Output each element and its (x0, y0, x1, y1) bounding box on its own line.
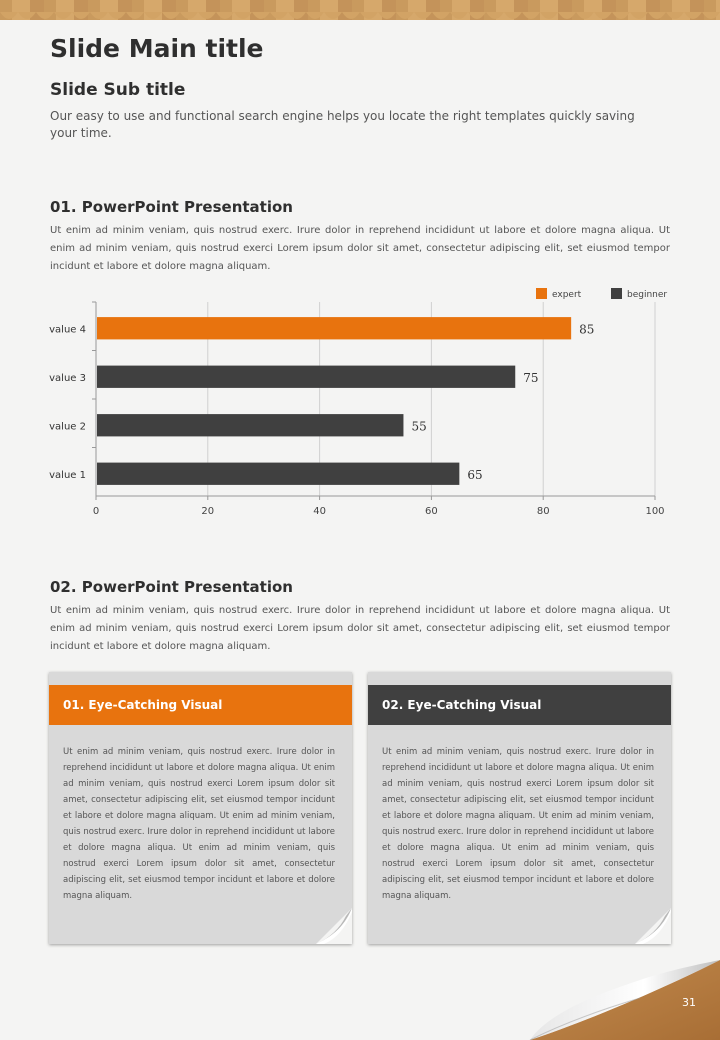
x-tick-label: 80 (536, 506, 550, 517)
category-label: value 4 (49, 324, 86, 336)
bar-value-3 (97, 366, 515, 388)
x-tick-label: 40 (313, 506, 326, 517)
legend-swatch-expert (536, 288, 547, 299)
bar-chart (40, 280, 680, 520)
card-1-title: 01. Eye-Catching Visual (49, 685, 352, 725)
scalloped-edge (0, 12, 720, 26)
data-label: 85 (579, 322, 595, 337)
legend-label-beginner: beginner (627, 290, 668, 300)
page-title: Slide Main title (50, 34, 264, 63)
section1-text: Ut enim ad minim veniam, quis nostrud exerc. Irure dolor in reprehend incididunt ut labore et dolore magna aliqua. Ut enim ad minim veniam, quis nostrud exerci Lorem ipsum dolor sit amet, consectetur adipiscing elit, set eiusmod tempor incidunt et labore et dolore magna aliquam. (50, 225, 670, 272)
legend-label-expert: expert (552, 290, 582, 300)
page-corner-curl (470, 930, 720, 1040)
category-label: value 2 (49, 421, 86, 433)
page-number: 31 (682, 996, 696, 1009)
category-label: value 1 (49, 469, 86, 481)
card-2-text: Ut enim ad minim veniam, quis nostrud exerc. Irure dolor in reprehend incididunt ut labore et dolore magna aliqua. Ut enim ad minim veniam, quis nostrud exerci Lorem ipsum dolor sit amet, consectetur adipiscing elit, set eiusmod tempor incidunt et labore et dolore magna aliquam. Ut enim ad minim veniam, quis nostrud exerc. Irure dolor in reprehend incididunt ut labore et dolore magna aliqua. Ut enim ad minim veniam, quis nostrud exerci Lorem ipsum dolor sit amet, consectetur adipiscing elit, set eiusmod tempor incidunt et labore et dolore magna aliquam. (382, 747, 654, 901)
intro-text: Our easy to use and functional search engine helps you locate the right templates quickly saving your time. (50, 109, 635, 140)
card-2 (368, 672, 671, 944)
card-1 (49, 672, 352, 944)
data-label: 55 (411, 419, 427, 434)
section1-heading: 01. PowerPoint Presentation (50, 198, 293, 216)
category-label: value 3 (49, 372, 86, 384)
bar-value-1 (97, 463, 459, 485)
card-1-text: Ut enim ad minim veniam, quis nostrud exerc. Irure dolor in reprehend incididunt ut labore et dolore magna aliqua. Ut enim ad minim veniam, quis nostrud exerci Lorem ipsum dolor sit amet, consectetur adipiscing elit, set eiusmod tempor incidunt et labore et dolore magna aliquam. Ut enim ad minim veniam, quis nostrud exerc. Irure dolor in reprehend incididunt ut labore et dolore magna aliqua. Ut enim ad minim veniam, quis nostrud exerci Lorem ipsum dolor sit amet, consectetur adipiscing elit, set eiusmod tempor incidunt et labore et dolore magna aliquam. (63, 747, 335, 901)
data-label: 65 (467, 467, 483, 482)
data-label: 75 (523, 370, 539, 385)
x-tick-label: 20 (201, 506, 215, 517)
page-curl-icon (316, 908, 352, 944)
x-tick-label: 100 (645, 506, 665, 517)
legend-swatch-beginner (611, 288, 622, 299)
page-subtitle: Slide Sub title (50, 80, 186, 100)
card-2-title: 02. Eye-Catching Visual (368, 685, 671, 725)
bar-value-2 (97, 414, 403, 436)
bar-value-4 (97, 317, 571, 339)
x-tick-label: 60 (425, 506, 438, 517)
x-tick-label: 0 (92, 506, 100, 517)
section2-heading: 02. PowerPoint Presentation (50, 578, 293, 596)
section2-text: Ut enim ad minim veniam, quis nostrud exerc. Irure dolor in reprehend incididunt ut labore et dolore magna aliqua. Ut enim ad minim veniam, quis nostrud exerci Lorem ipsum dolor sit amet, consectetur adipiscing elit, set eiusmod tempor incidunt et labore et dolore magna aliquam. (50, 605, 670, 652)
